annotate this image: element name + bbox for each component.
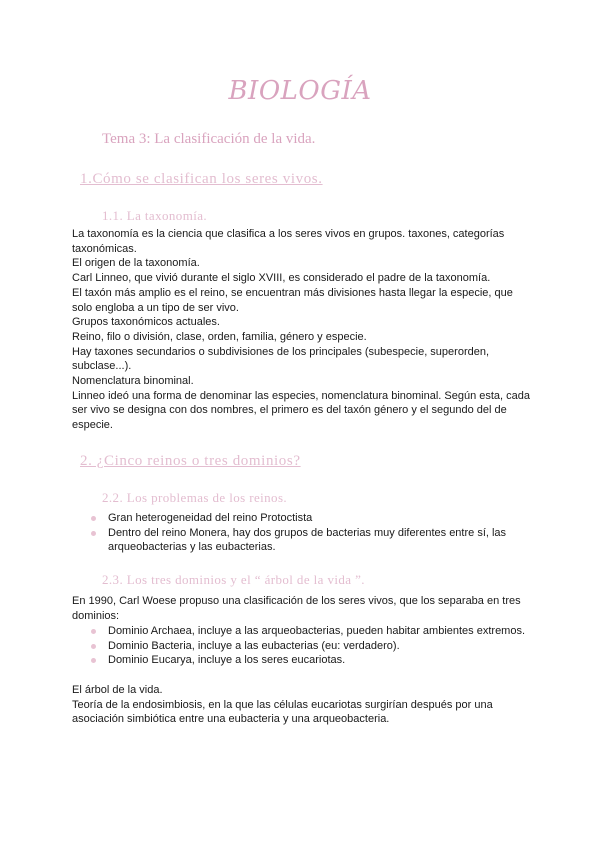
dominios-list [72, 624, 532, 668]
paragraph: Reino, filo o división, clase, orden, familia, género y especie. [72, 330, 367, 343]
list-item: Dentro del reino Monera, hay dos grupos de bacterias muy diferentes entre sí, las arqueobacterias y las eubacterias. [72, 526, 532, 555]
paragraph: Teoría de la endosimbiosis, en la que las células eucariotas surgirían después por una asociación simbiótica entre una eubacteria y una arqueobacteria. [72, 698, 493, 726]
bullet-icon [91, 644, 96, 649]
reinos-problems-list [72, 511, 532, 555]
bullet-icon [91, 658, 96, 663]
paragraph: Hay taxones secundarios o subdivisiones de los principales (subespecie, superorden, subclase...). [72, 345, 490, 373]
subsection-2-2-heading: 2.2. Los problemas de los reinos. [102, 490, 288, 505]
list-item: Dominio Archaea, incluye a las arqueobacterias, pueden habitar ambientes extremos. [72, 624, 532, 639]
paragraph: El árbol de la vida. [72, 684, 163, 696]
list-item: Dominio Bacteria, incluye a las eubacterias (eu: verdadero). [72, 639, 532, 654]
dominios-intro: En 1990, Carl Woese propuso una clasificación de los seres vivos, que los separaba en tres dominios: [72, 595, 521, 622]
taxonomia-text-block [72, 227, 532, 433]
paragraph: Carl Linneo, que vivió durante el siglo XVIII, es considerado el padre de la taxonomía. [72, 272, 491, 285]
paragraph: Linneo ideó una forma de denominar las especies, nomenclatura binominal. Según esta, cada ser vivo se designa con dos nombres, el primero es del taxón género y el segundo del de especie. [72, 389, 531, 432]
paragraph: Grupos taxonómicos actuales. [72, 316, 220, 329]
arbol-vida-text-block [72, 683, 532, 727]
tema-heading: Tema 3: La clasificación de la vida. [102, 131, 316, 147]
bullet-icon [91, 516, 96, 521]
paragraph: La taxonomía es la ciencia que clasifica a los seres vivos en grupos. taxones, categorías taxonómicas. [72, 228, 505, 255]
paragraph: El taxón más amplio es el reino, se encuentran más divisiones hasta llegar la especie, que solo engloba a un tipo de ser vivo. [72, 286, 513, 314]
subsection-2-3-heading: 2.3. Los tres dominios y el “ árbol de la vida ”. [102, 572, 365, 587]
paragraph: Nomenclatura binominal. [72, 375, 194, 388]
list-item: Dominio Eucarya, incluye a los seres eucariotas. [72, 653, 532, 668]
paragraph: El origen de la taxonomía. [72, 257, 200, 270]
section-1-heading: 1.Cómo se clasifican los seres vivos. [80, 171, 323, 187]
list-item: Gran heterogeneidad del reino Protoctista [72, 511, 532, 526]
subsection-1-1-heading: 1.1. La taxonomía. [102, 208, 208, 223]
section-2-heading: 2. ¿Cinco reinos o tres dominios? [80, 453, 301, 469]
bullet-icon [91, 531, 96, 536]
bullet-icon [91, 629, 96, 634]
document-title: BIOLOGÍA [228, 76, 372, 106]
